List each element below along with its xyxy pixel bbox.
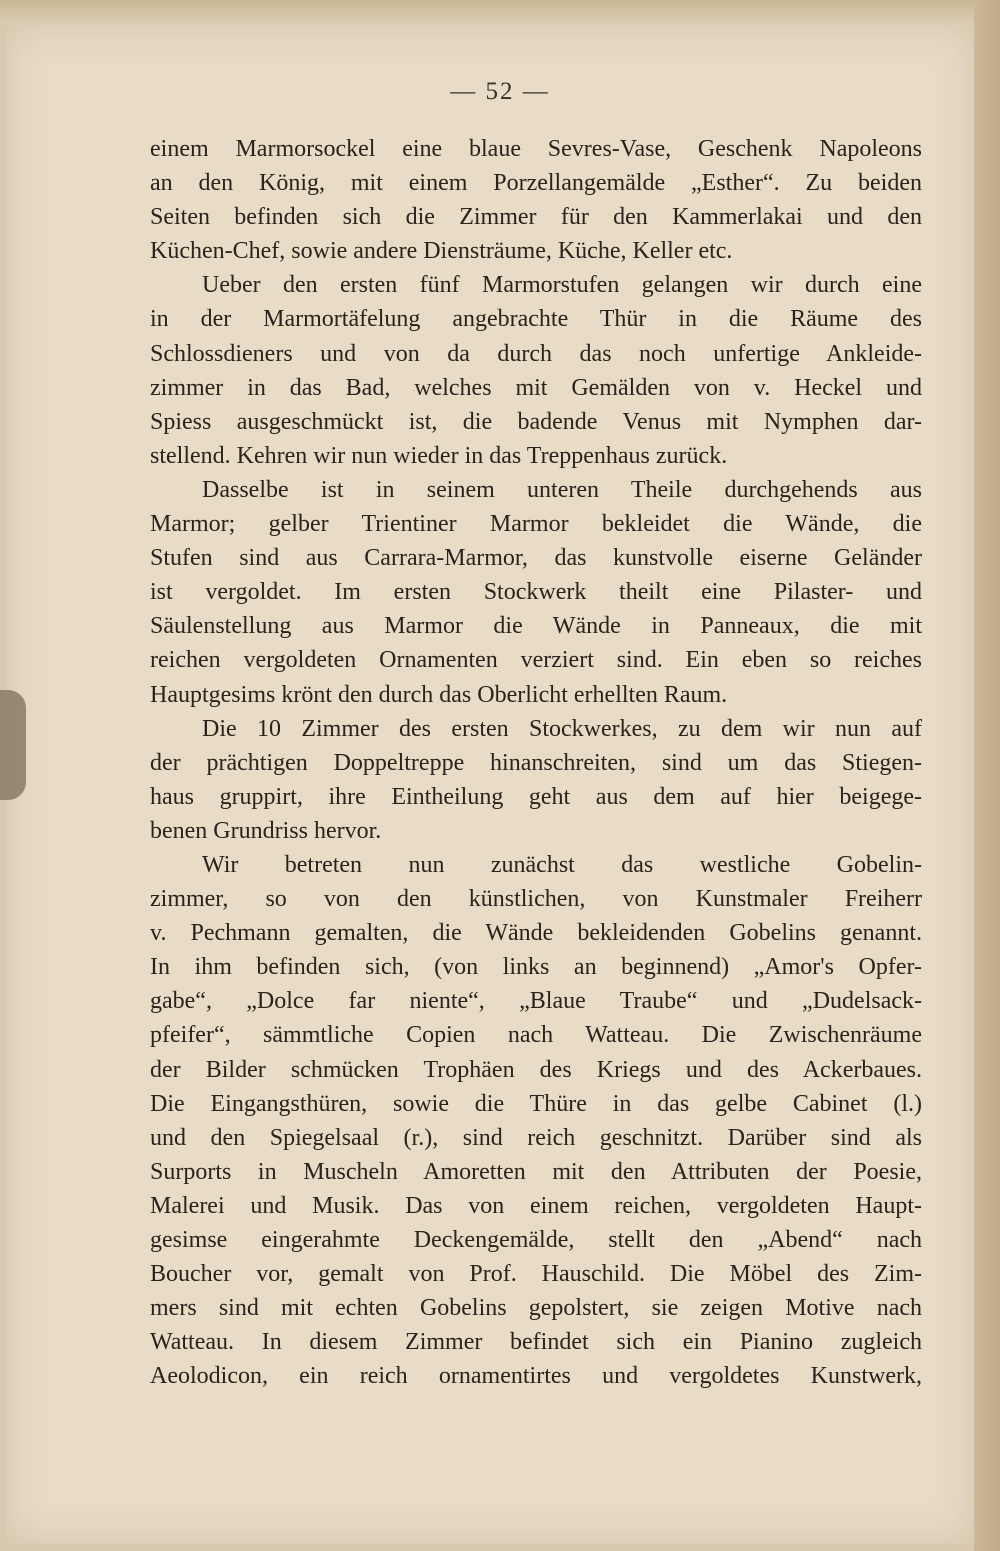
text-line: Watteau. In diesem Zimmer befindet sich ein Pianino zugleich	[150, 1329, 922, 1356]
text-line: v. Pechmann gemalten, die Wände bekleidenden Gobelins genannt.	[150, 920, 922, 947]
text-line: haus gruppirt, ihre Eintheilung geht aus dem auf hier beigege-	[150, 783, 922, 810]
text-line: Boucher vor, gemalt von Prof. Hauschild. Die Möbel des Zim-	[150, 1261, 922, 1288]
text-line: Aeolodicon, ein reich ornamentirtes und vergoldetes Kunstwerk,	[150, 1363, 922, 1390]
text-line: zimmer in das Bad, welches mit Gemälden von v. Heckel und	[150, 374, 922, 401]
text-line: Wir betreten nun zunächst das westliche Gobelin-	[202, 851, 922, 878]
text-line: der prächtigen Doppeltreppe hinanschreiten, sind um das Stiegen-	[150, 749, 922, 776]
text-line: Die Eingangsthüren, sowie die Thüre in das gelbe Cabinet (l.)	[150, 1090, 922, 1117]
text-line: in der Marmortäfelung angebrachte Thür in die Räume des	[150, 306, 922, 333]
text-line: Die 10 Zimmer des ersten Stockwerkes, zu dem wir nun auf	[202, 715, 922, 742]
page-number: — 52 —	[450, 78, 550, 105]
text-line: gabe“, „Dolce far niente“, „Blaue Traube“ und „Dudelsack-	[150, 988, 922, 1015]
text-line: der Bilder schmücken Trophäen des Kriegs und des Ackerbaues.	[150, 1056, 922, 1083]
text-line: Säulenstellung aus Marmor die Wände in Panneaux, die mit	[150, 613, 922, 640]
text-line: gesimse eingerahmte Deckengemälde, stellt den „Abend“ nach	[150, 1227, 922, 1253]
text-line: Dasselbe ist in seinem unteren Theile durchgehends aus	[202, 476, 922, 503]
text-line: Marmor; gelber Trientiner Marmor bekleidet die Wände, die	[150, 511, 922, 538]
text-line: Spiess ausgeschmückt ist, die badende Venus mit Nymphen dar-	[150, 408, 922, 435]
text-line: zimmer, so von den künstlichen, von Kunstmaler Freiherr	[150, 886, 922, 913]
text-line: und den Spiegelsaal (r.), sind reich geschnitzt. Darüber sind als	[150, 1124, 922, 1151]
text-line: Ueber den ersten fünf Marmorstufen gelangen wir durch eine	[202, 272, 922, 299]
text-line: Seiten befinden sich die Zimmer für den Kammerlakai und den	[150, 204, 922, 231]
text-line: reichen vergoldeten Ornamenten verziert sind. Ein eben so reiches	[150, 647, 922, 674]
text-line: Malerei und Musik. Das von einem reichen, vergoldeten Haupt-	[150, 1192, 922, 1219]
text-line: ist vergoldet. Im ersten Stockwerk theilt eine Pilaster- und	[150, 579, 922, 606]
text-line: benen Grundriss hervor.	[150, 817, 382, 844]
text-line: einem Marmorsockel eine blaue Sevres-Vase, Geschenk Napoleons	[150, 136, 922, 162]
text-line: mers sind mit echten Gobelins gepolstert, sie zeigen Motive nach	[150, 1295, 922, 1322]
text-line: stellend. Kehren wir nun wieder in das Treppenhaus zurück.	[150, 442, 728, 469]
text-line: Hauptgesims krönt den durch das Oberlicht erhellten Raum.	[150, 681, 728, 708]
binding-clip	[0, 690, 26, 800]
text-line: In ihm befinden sich, (von links an beginnend) „Amor's Opfer-	[150, 954, 922, 981]
text-line: Küchen-Chef, sowie andere Diensträume, Küche, Keller etc.	[150, 238, 733, 265]
text-line: Stufen sind aus Carrara-Marmor, das kunstvolle eiserne Geländer	[150, 545, 922, 572]
body-text	[150, 132, 922, 1393]
page-right-edge	[974, 0, 1000, 1551]
text-line: pfeifer“, sämmtliche Copien nach Watteau. Die Zwischenräume	[150, 1022, 922, 1049]
text-line: an den König, mit einem Porzellangemälde „Esther“. Zu beiden	[150, 170, 922, 197]
text-line: Schlossdieners und von da durch das noch unfertige Ankleide-	[150, 340, 922, 367]
text-line: Surports in Muscheln Amoretten mit den Attributen der Poesie,	[150, 1158, 922, 1185]
top-edge	[0, 0, 1000, 24]
